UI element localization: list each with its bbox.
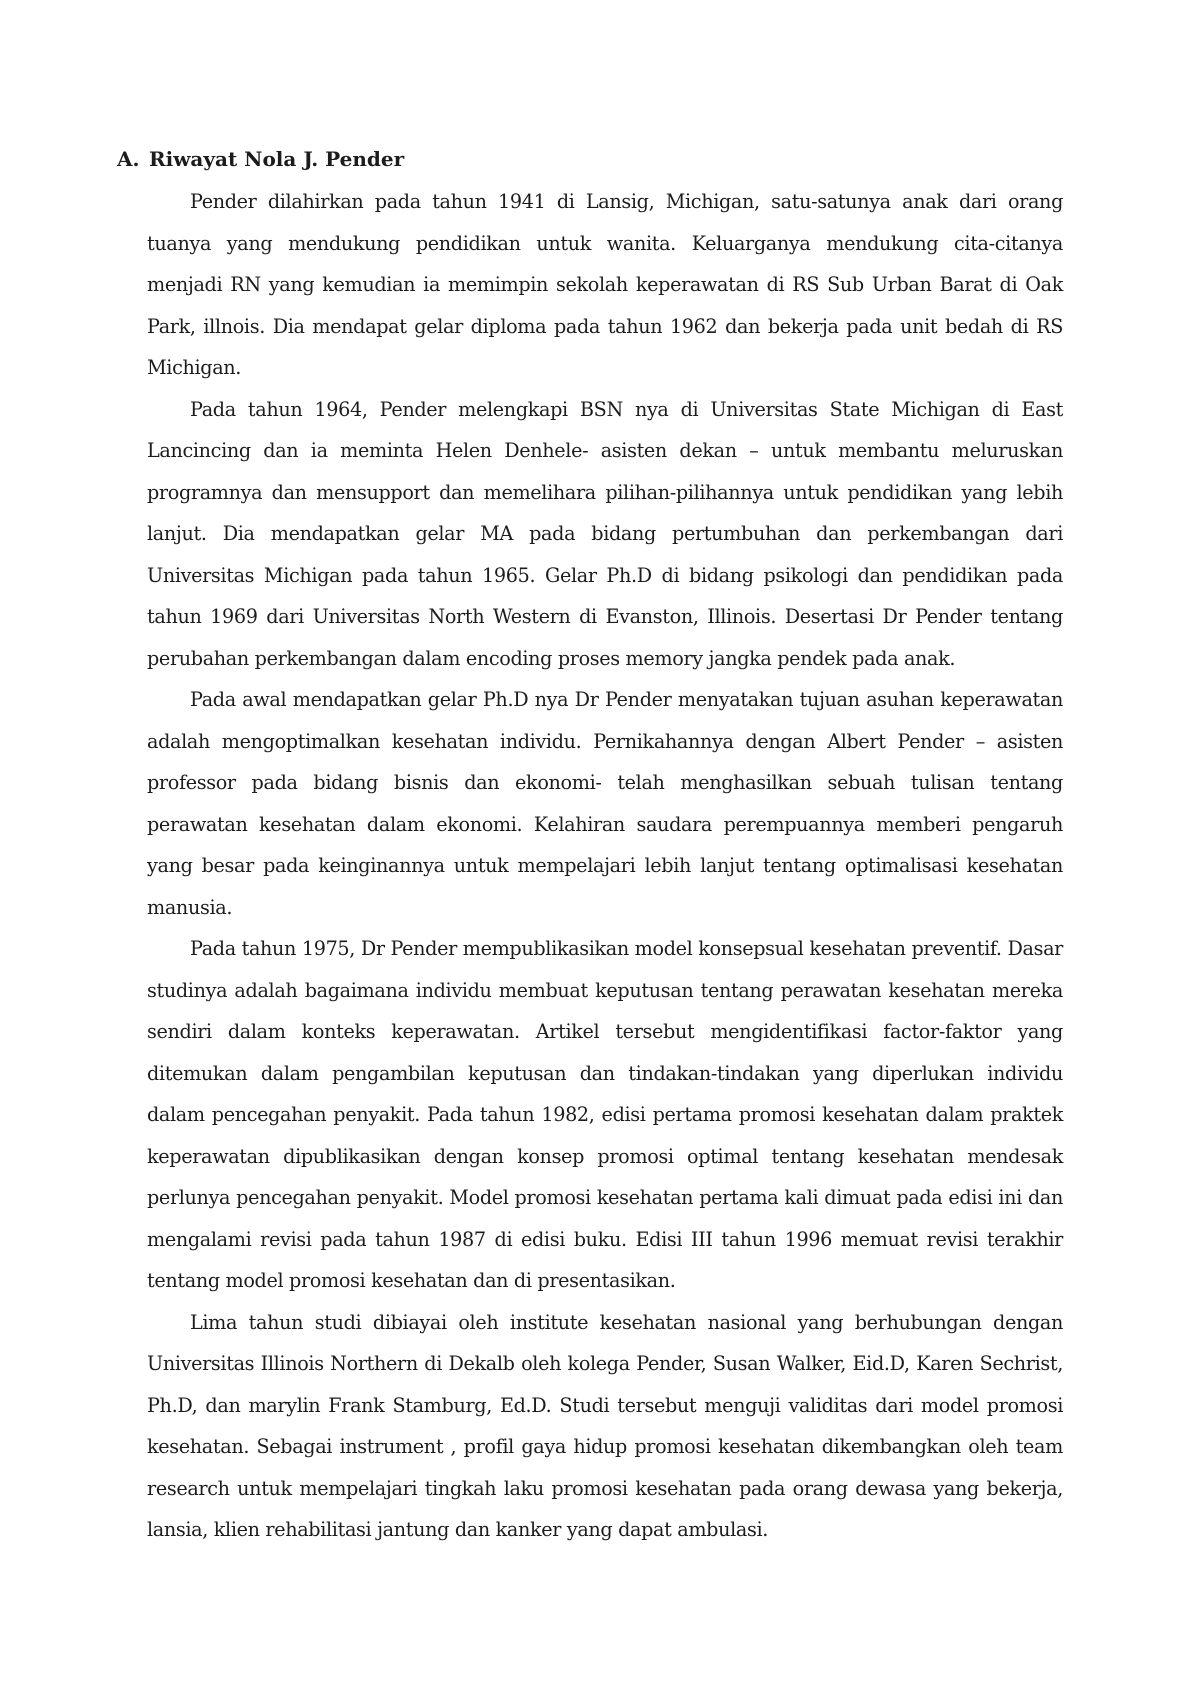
section-heading bbox=[117, 145, 1063, 173]
paragraph-2: Pada tahun 1964, Pender melengkapi BSN nya di Universitas State Michigan di East Lancincing dan ia meminta Helen Denhele- asisten dekan – untuk membantu meluruskan programnya dan mensupport dan memelihara pilihan-pilihannya untuk pendidikan yang lebih lanjut. Dia mendapatkan gelar MA pada bidang pertumbuhan dan perkembangan dari Universitas Michigan pada tahun 1965. Gelar Ph.D di bidang psikologi dan pendidikan pada tahun 1969 dari Universitas North Western di Evanston, Illinois. Desertasi Dr Pender tentang perubahan perkembangan dalam encoding proses memory jangka pendek pada anak. bbox=[147, 397, 1063, 670]
paragraph-3: Pada awal mendapatkan gelar Ph.D nya Dr Pender menyatakan tujuan asuhan keperawatan adalah mengoptimalkan kesehatan individu. Pernikahannya dengan Albert Pender – asisten professor pada bidang bisnis dan ekonomi- telah menghasilkan sebuah tulisan tentang perawatan kesehatan dalam ekonomi. Kelahiran saudara perempuannya memberi pengaruh yang besar pada keinginannya untuk mempelajari lebih lanjut tentang optimalisasi kesehatan manusia. bbox=[147, 688, 1063, 919]
section-title: Riwayat Nola J. Pender bbox=[149, 147, 405, 171]
paragraph-1: Pender dilahirkan pada tahun 1941 di Lansig, Michigan, satu-satunya anak dari orang tuanya yang mendukung pendidikan untuk wanita. Keluarganya mendukung cita-citanya menjadi RN yang kemudian ia memimpin sekolah keperawatan di RS Sub Urban Barat di Oak Park, illnois. Dia mendapat gelar diploma pada tahun 1962 dan bekerja pada unit bedah di RS Michigan. bbox=[147, 190, 1063, 379]
paragraph-5: Lima tahun studi dibiayai oleh institute kesehatan nasional yang berhubungan dengan Universitas Illinois Northern di Dekalb oleh kolega Pender, Susan Walker, Eid.D, Karen Sechrist, Ph.D, dan marylin Frank Stamburg, Ed.D. Studi tersebut menguji validitas dari model promosi kesehatan. Sebagai instrument , profil gaya hidup promosi kesehatan dikembangkan oleh team research untuk mempelajari tingkah laku promosi kesehatan pada orang dewasa yang bekerja, lansia, klien rehabilitasi jantung dan kanker yang dapat ambulasi. bbox=[147, 1310, 1063, 1541]
paragraph-4: Pada tahun 1975, Dr Pender mempublikasikan model konsepsual kesehatan preventif. Dasar studinya adalah bagaimana individu membuat keputusan tentang perawatan kesehatan mereka sendiri dalam konteks keperawatan. Artikel tersebut mengidentifikasi factor-faktor yang ditemukan dalam pengambilan keputusan dan tindakan-tindakan yang diperlukan individu dalam pencegahan penyakit. Pada tahun 1982, edisi pertama promosi kesehatan dalam praktek keperawatan dipublikasikan dengan konsep promosi optimal tentang kesehatan mendesak perlunya pencegahan penyakit. Model promosi kesehatan pertama kali dimuat pada edisi ini dan mengalami revisi pada tahun 1987 di edisi buku. Edisi III tahun 1996 memuat revisi terakhir tentang model promosi kesehatan dan di presentasikan. bbox=[147, 937, 1063, 1292]
document-body bbox=[117, 145, 1063, 1551]
section-letter: A. bbox=[117, 147, 140, 171]
